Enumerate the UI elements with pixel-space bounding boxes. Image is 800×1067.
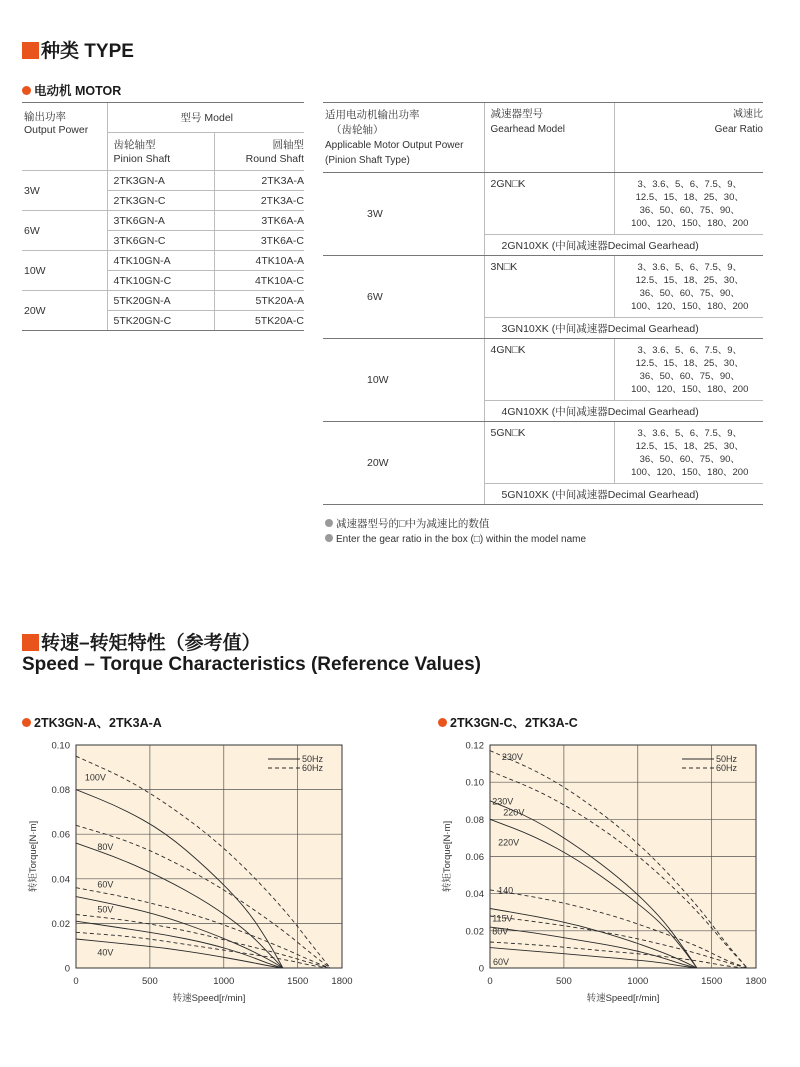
x-tick-label: 0	[73, 976, 79, 987]
y-tick-label: 0.12	[465, 740, 484, 752]
pinion-model-cell: 4TK10GN-C	[107, 271, 214, 291]
gear-ratio-cell: 3、3.6、5、6、7.5、9、 12.5、15、18、25、30、 36、50、60、75、90、 100、120、150、180、200	[614, 422, 763, 484]
y-tick-label: 0.08	[465, 814, 484, 826]
y-tick-label: 0.02	[51, 918, 70, 930]
legend-label: 50Hz	[716, 754, 738, 764]
col-applicable-power: 适用电动机输出功率 （齿轮轴） Applicable Motor Output Power (Pinion Shaft Type)	[323, 103, 484, 173]
orange-square-icon	[22, 634, 39, 651]
round-model-cell: 5TK20A-C	[214, 311, 304, 331]
motor-heading: 电动机 MOTOR	[22, 81, 121, 99]
curve-label: 220V	[503, 807, 525, 818]
x-tick-label: 1500	[287, 976, 309, 987]
gear-ratio-cell: 3、3.6、5、6、7.5、9、 12.5、15、18、25、30、 36、50、60、75、90、 100、120、150、180、200	[614, 173, 763, 235]
motor-power-cell: 6W	[22, 211, 107, 251]
motor-power-cell: 3W	[22, 171, 107, 211]
y-tick-label: 0.08	[51, 785, 70, 797]
legend-label: 60Hz	[302, 763, 324, 773]
curve-label: 230V	[492, 796, 514, 807]
curve-label: 100V	[84, 772, 106, 783]
gear-note-en: Enter the gear ratio in the box (□) within the model name	[325, 534, 586, 545]
curve-label: 50V	[97, 904, 114, 915]
col-gear-ratio: 减速比 Gear Ratio	[614, 103, 763, 173]
x-tick-label: 1800	[745, 976, 767, 987]
x-tick-label: 0	[487, 976, 493, 987]
gearhead-model-cell: 4GN□K	[484, 339, 614, 401]
y-tick-label: 0	[64, 963, 70, 975]
round-model-cell: 3TK6A-A	[214, 211, 304, 231]
x-tick-label: 1000	[627, 976, 649, 987]
legend-label: 60Hz	[716, 763, 738, 773]
decimal-gearhead-cell: 5GN10XK (中间减速器Decimal Gearhead)	[484, 484, 763, 505]
pinion-model-cell: 3TK6GN-A	[107, 211, 214, 231]
gear-power-cell: 6W	[323, 256, 484, 339]
chart2-heading: 2TK3GN-C、2TK3A-C	[438, 713, 578, 731]
grey-dot-icon	[325, 519, 333, 527]
section-speed-torque-title-cn: 转速–转矩特性（参考值）	[22, 628, 261, 655]
decimal-gearhead-cell: 2GN10XK (中间减速器Decimal Gearhead)	[484, 235, 763, 256]
x-tick-label: 1800	[331, 976, 353, 987]
y-tick-label: 0.04	[465, 889, 484, 901]
curve-label: 230V	[501, 751, 523, 762]
round-model-cell: 2TK3A-A	[214, 171, 304, 191]
gear-power-cell: 3W	[323, 173, 484, 256]
gear-ratio-cell: 3、3.6、5、6、7.5、9、 12.5、15、18、25、30、 36、50、60、75、90、 100、120、150、180、200	[614, 339, 763, 401]
curve-label: 115V	[492, 913, 513, 924]
curve-label: 80V	[97, 841, 114, 852]
speed-torque-chart-c	[436, 733, 796, 1008]
y-tick-label: 0.06	[51, 829, 70, 841]
x-tick-label: 500	[141, 976, 158, 987]
y-tick-label: 0.02	[465, 926, 484, 938]
gearhead-model-cell: 3N□K	[484, 256, 614, 318]
y-tick-label: 0.04	[51, 874, 70, 886]
pinion-model-cell: 2TK3GN-A	[107, 171, 214, 191]
motor-table	[22, 102, 304, 331]
curve-label: 140	[498, 885, 514, 896]
x-axis-title: 转速Speed[r/min]	[172, 993, 246, 1004]
pinion-model-cell: 3TK6GN-C	[107, 231, 214, 251]
col-pinion-shaft: 齿轮轴型 Pinion Shaft	[107, 133, 214, 171]
round-model-cell: 3TK6A-C	[214, 231, 304, 251]
pinion-model-cell: 4TK10GN-A	[107, 251, 214, 271]
curve-label: 80V	[492, 926, 509, 937]
x-tick-label: 500	[555, 976, 572, 987]
x-tick-label: 1500	[701, 976, 723, 987]
round-model-cell: 4TK10A-A	[214, 251, 304, 271]
orange-dot-icon	[438, 718, 447, 727]
gearhead-model-cell: 5GN□K	[484, 422, 614, 484]
motor-power-cell: 10W	[22, 251, 107, 291]
grey-dot-icon	[325, 534, 333, 542]
motor-power-cell: 20W	[22, 291, 107, 331]
curve-label: 60V	[492, 957, 509, 968]
pinion-model-cell: 5TK20GN-C	[107, 311, 214, 331]
x-axis-title: 转速Speed[r/min]	[586, 993, 660, 1004]
orange-dot-icon	[22, 86, 31, 95]
col-output-power: 输出功率 Output Power	[22, 103, 107, 171]
orange-dot-icon	[22, 718, 31, 727]
orange-square-icon	[22, 42, 39, 59]
gear-power-cell: 20W	[323, 422, 484, 505]
section-type-title: 种类 TYPE	[22, 36, 134, 63]
section-speed-torque-title-en: Speed – Torque Characteristics (Reference Values)	[22, 654, 481, 675]
gear-ratio-cell: 3、3.6、5、6、7.5、9、 12.5、15、18、25、30、 36、50、60、75、90、 100、120、150、180、200	[614, 256, 763, 318]
plot-area	[76, 745, 342, 968]
pinion-model-cell: 5TK20GN-A	[107, 291, 214, 311]
curve-label: 60V	[97, 879, 114, 890]
curve-label: 40V	[97, 947, 114, 958]
speed-torque-chart-a	[22, 733, 382, 1008]
pinion-model-cell: 2TK3GN-C	[107, 191, 214, 211]
x-tick-label: 1000	[213, 976, 235, 987]
gearhead-model-cell: 2GN□K	[484, 173, 614, 235]
y-tick-label: 0.06	[465, 852, 484, 863]
y-tick-label: 0.10	[51, 740, 70, 752]
y-axis-title: 转矩Torque[N·m]	[442, 820, 453, 893]
col-gearhead-model: 减速器型号 Gearhead Model	[484, 103, 614, 173]
y-axis-title: 转矩Torque[N·m]	[28, 820, 39, 893]
decimal-gearhead-cell: 3GN10XK (中间减速器Decimal Gearhead)	[484, 318, 763, 339]
col-round-shaft: 圆轴型 Round Shaft	[214, 133, 304, 171]
round-model-cell: 2TK3A-C	[214, 191, 304, 211]
y-tick-label: 0	[478, 963, 484, 975]
gear-note-cn: 减速器型号的□中为减速比的数值	[325, 516, 489, 531]
gear-power-cell: 10W	[323, 339, 484, 422]
col-model: 型号 Model	[107, 103, 304, 133]
round-model-cell: 5TK20A-A	[214, 291, 304, 311]
round-model-cell: 4TK10A-C	[214, 271, 304, 291]
legend-label: 50Hz	[302, 754, 324, 764]
decimal-gearhead-cell: 4GN10XK (中间减速器Decimal Gearhead)	[484, 401, 763, 422]
curve-label: 220V	[498, 837, 520, 848]
y-tick-label: 0.10	[465, 777, 484, 789]
gearhead-table	[323, 102, 763, 505]
chart1-heading: 2TK3GN-A、2TK3A-A	[22, 713, 162, 731]
